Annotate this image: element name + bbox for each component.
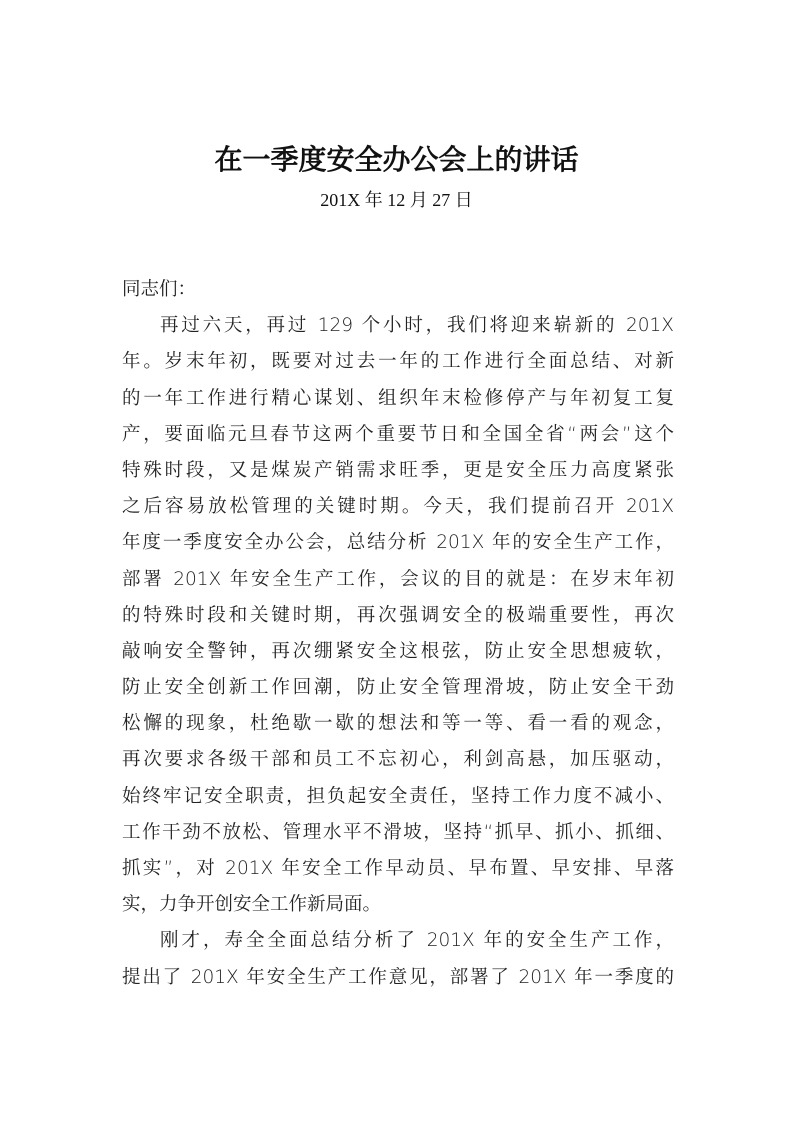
paragraph-line: 之后容易放松管理的关键时期。今天，我们提前召开 201X bbox=[122, 496, 674, 518]
paragraph-line: 再过六天，再过 129 个小时，我们将迎来崭新的 201X bbox=[160, 315, 674, 337]
paragraph-line: 始终牢记安全职责，担负起安全责任，坚持工作力度不减小、 bbox=[122, 785, 674, 807]
paragraph-line: 年。岁末年初，既要对过去一年的工作进行全面总结、对新 bbox=[122, 351, 674, 373]
paragraph-line: 提出了 201X 年安全生产工作意见，部署了 201X 年一季度的 bbox=[122, 966, 674, 988]
paragraph-line: 实，力争开创安全工作新局面。 bbox=[122, 894, 382, 916]
paragraph-line: 产，要面临元旦春节这两个重要节日和全国全省“两会”这个 bbox=[122, 423, 674, 445]
paragraph-line: 敲响安全警钟，再次绷紧安全这根弦，防止安全思想疲软， bbox=[122, 640, 674, 662]
paragraph-2 bbox=[122, 923, 674, 995]
paragraph-line: 防止安全创新工作回潮，防止安全管理滑坡，防止安全干劲 bbox=[122, 677, 674, 699]
paragraph-line: 刚才，寿全全面总结分析了 201X 年的安全生产工作， bbox=[160, 930, 674, 952]
paragraph-line: 再次要求各级干部和员工不忘初心，利剑高悬，加压驱动， bbox=[122, 749, 674, 771]
document-date: 201X 年 12 月 27 日 bbox=[320, 190, 473, 210]
paragraph-line: 抓实”，对 201X 年安全工作早动员、早布置、早安排、早落 bbox=[122, 858, 674, 879]
paragraph-line: 松懈的现象，杜绝歇一歇的想法和等一等、看一看的观念， bbox=[122, 713, 674, 735]
paragraph-1 bbox=[122, 308, 674, 923]
salutation: 同志们： bbox=[122, 279, 197, 300]
paragraph-line: 的一年工作进行精心谋划、组织年末检修停产与年初复工复 bbox=[122, 387, 674, 409]
document-title: 在一季度安全办公会上的讲话 bbox=[214, 143, 579, 176]
paragraph-line: 的特殊时段和关键时期，再次强调安全的极端重要性，再次 bbox=[122, 604, 674, 626]
paragraph-line: 年度一季度安全办公会，总结分析 201X 年的安全生产工作， bbox=[122, 532, 674, 554]
document-body bbox=[122, 272, 674, 996]
paragraph-line: 特殊时段，又是煤炭产销需求旺季，更是安全压力高度紧张 bbox=[122, 459, 674, 481]
paragraph-line: 部署 201X 年安全生产工作，会议的目的就是：在岁末年初 bbox=[122, 568, 674, 590]
paragraph-line: 工作干劲不放松、管理水平不滑坡，坚持“抓早、抓小、抓细、 bbox=[122, 821, 674, 843]
